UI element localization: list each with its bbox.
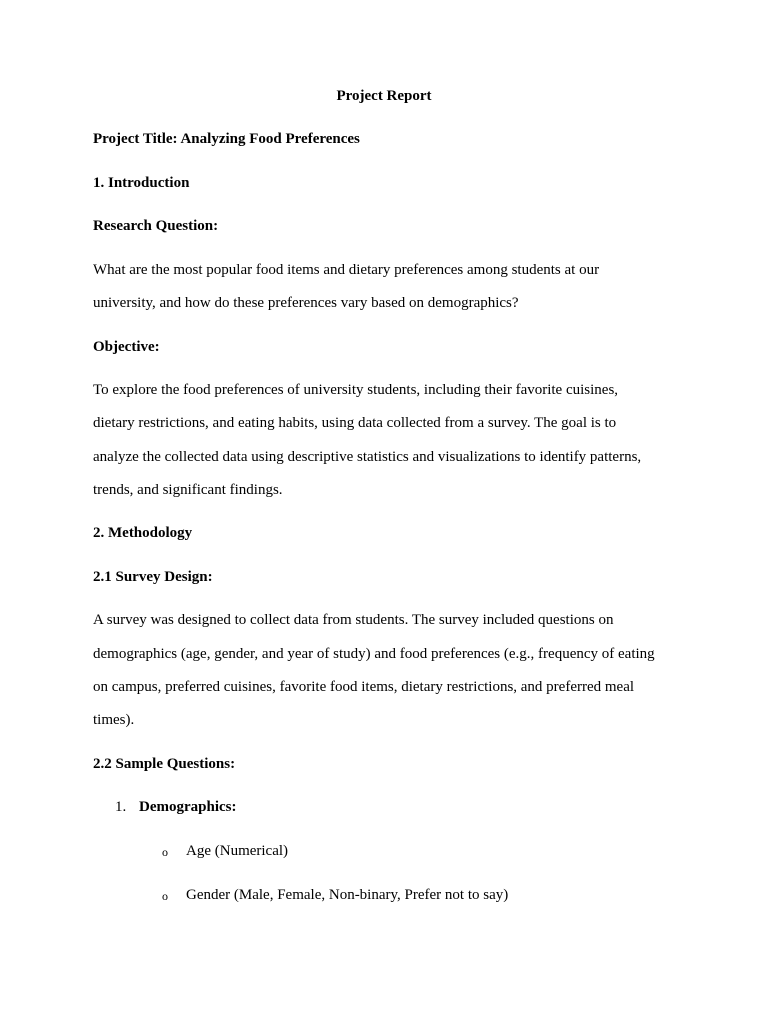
research-question-line-1: What are the most popular food items and dietary preferences among students at our — [93, 262, 600, 278]
sub-list-item-text: Age (Numerical) — [186, 843, 289, 859]
research-question-label: Research Question: — [93, 218, 219, 234]
objective-line-2: dietary restrictions, and eating habits, using data collected from a survey. The goal is to — [93, 415, 617, 431]
survey-design-line-2: demographics (age, gender, and year of study) and food preferences (e.g., frequency of eating — [93, 646, 655, 662]
sub-list-item-text: Gender (Male, Female, Non-binary, Prefer not to say) — [186, 887, 509, 903]
circle-bullet-icon: o — [162, 845, 168, 859]
objective-label: Objective: — [93, 339, 160, 355]
project-title: Project Title: Analyzing Food Preferences — [93, 131, 360, 147]
survey-design-heading: 2.1 Survey Design: — [93, 569, 213, 585]
document-heading: Project Report — [336, 88, 432, 104]
research-question-line-2: university, and how do these preferences vary based on demographics? — [93, 295, 519, 311]
objective-line-1: To explore the food preferences of university students, including their favorite cuisines, — [93, 382, 619, 398]
methodology-heading: 2. Methodology — [93, 525, 193, 541]
introduction-heading: 1. Introduction — [93, 175, 190, 191]
list-item-number: 1. — [115, 799, 127, 815]
survey-design-line-4: times). — [93, 712, 135, 728]
survey-design-line-1: A survey was designed to collect data from students. The survey included questions on — [93, 612, 614, 628]
circle-bullet-icon: o — [162, 889, 168, 903]
objective-line-4: trends, and significant findings. — [93, 482, 283, 498]
sample-questions-heading: 2.2 Sample Questions: — [93, 756, 236, 772]
list-item-label: Demographics: — [139, 799, 237, 815]
objective-line-3: analyze the collected data using descriptive statistics and visualizations to identify patterns, — [93, 449, 642, 465]
survey-design-line-3: on campus, preferred cuisines, favorite food items, dietary restrictions, and preferred meal — [93, 679, 635, 695]
